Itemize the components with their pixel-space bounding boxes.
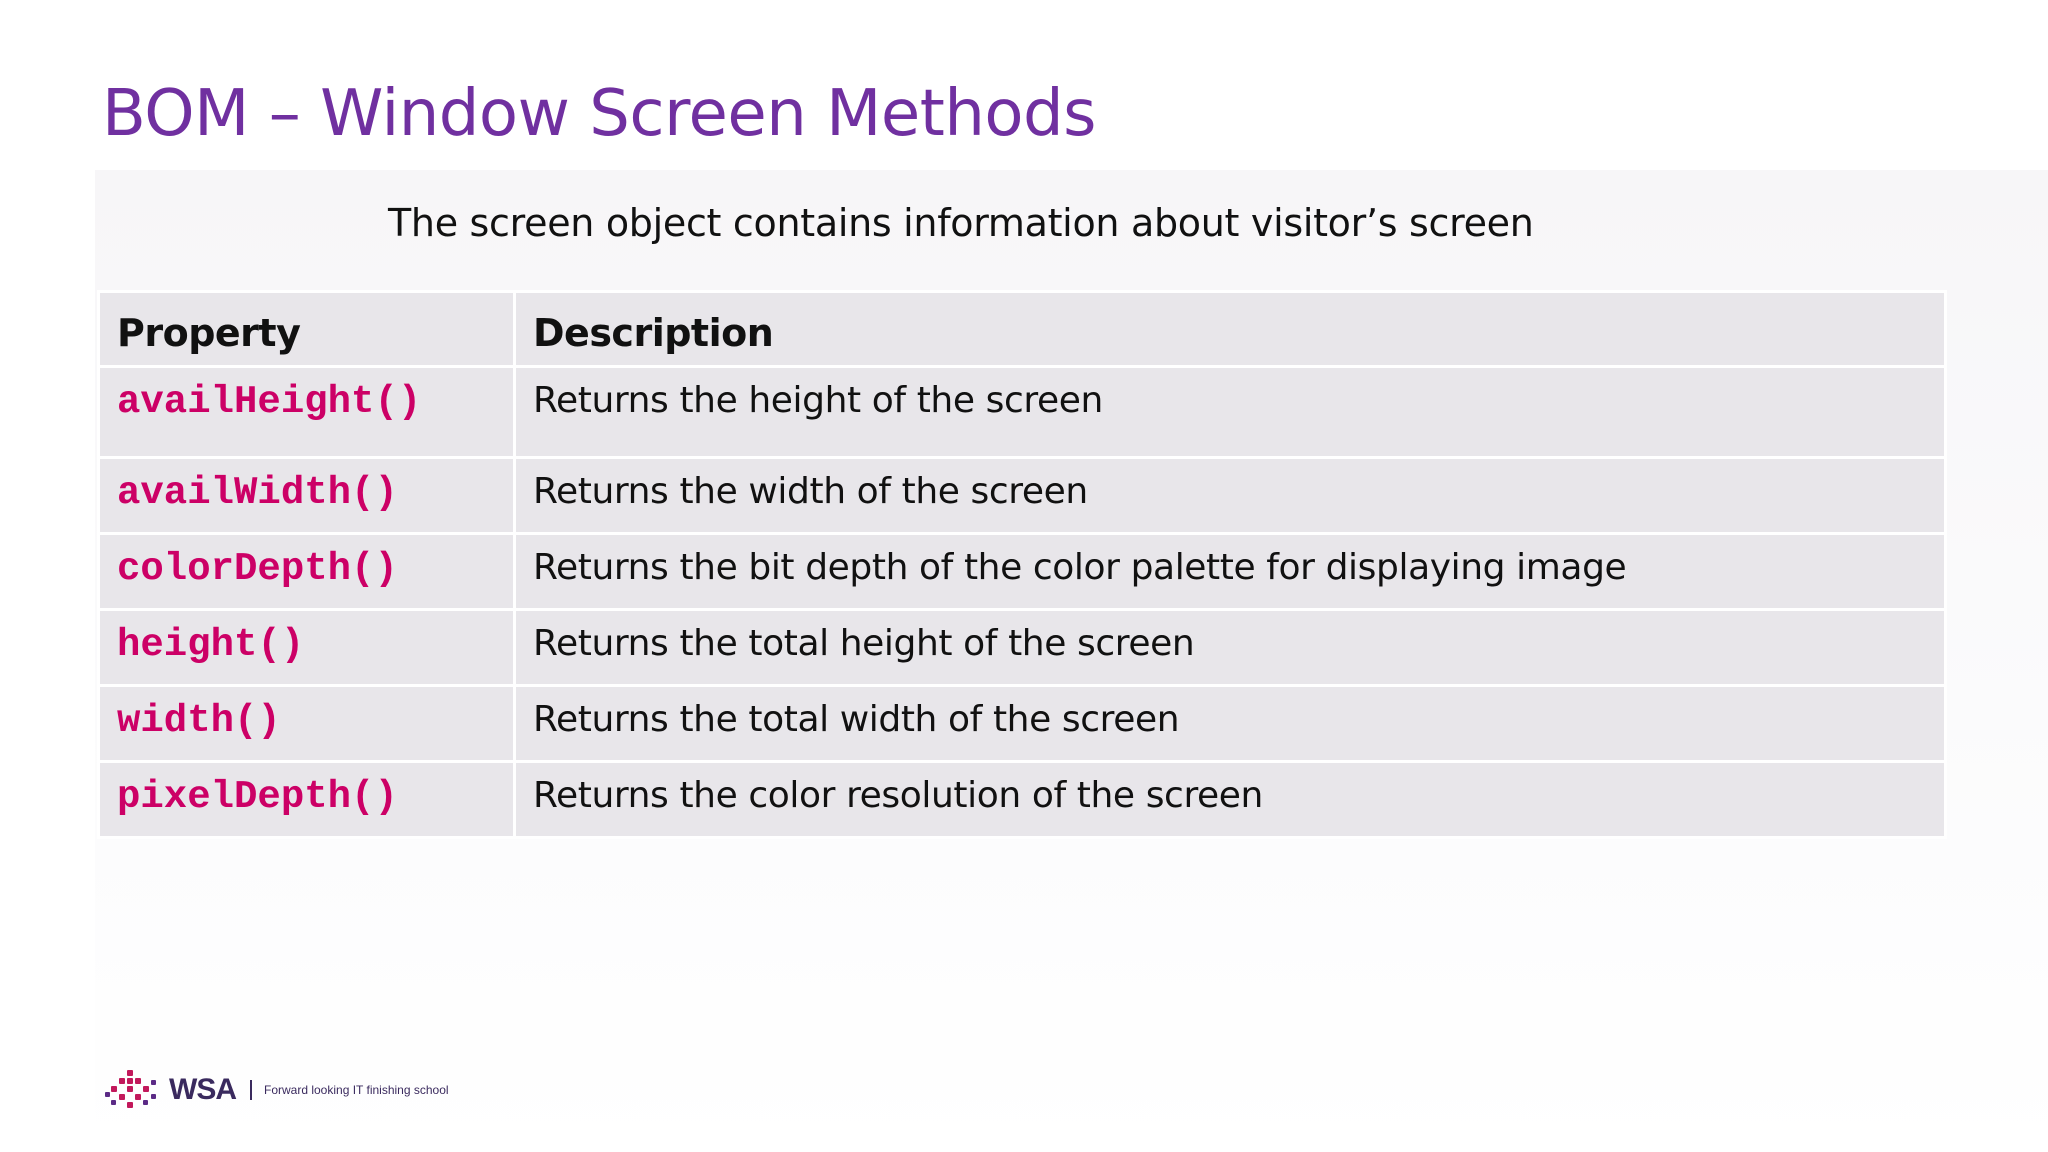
property-cell: availWidth() xyxy=(99,458,515,534)
property-cell: height() xyxy=(99,610,515,686)
description-cell: Returns the total height of the screen xyxy=(515,610,1946,686)
table-row xyxy=(99,534,1946,610)
description-cell: Returns the total width of the screen xyxy=(515,686,1946,762)
property-cell: colorDepth() xyxy=(99,534,515,610)
table-row xyxy=(99,686,1946,762)
property-cell: pixelDepth() xyxy=(99,762,515,838)
slide-subtitle: The screen object contains information about visitor’s screen xyxy=(388,201,1534,245)
description-cell: Returns the color resolution of the screen xyxy=(515,762,1946,838)
table-header-row xyxy=(99,292,1946,367)
slide-title: BOM – Window Screen Methods xyxy=(102,77,1096,151)
description-cell: Returns the width of the screen xyxy=(515,458,1946,534)
table-row xyxy=(99,458,1946,534)
property-cell: availHeight() xyxy=(99,367,515,458)
logo-text: WSA xyxy=(169,1073,236,1106)
logo-separator xyxy=(250,1080,252,1100)
logo-dots-icon xyxy=(105,1068,161,1112)
logo-tagline: Forward looking IT finishing school xyxy=(264,1083,449,1097)
header-description: Description xyxy=(515,292,1946,367)
table-row xyxy=(99,762,1946,838)
header-property: Property xyxy=(99,292,515,367)
screen-properties-table xyxy=(97,290,1947,839)
description-cell: Returns the bit depth of the color palette for displaying image xyxy=(515,534,1946,610)
table-row xyxy=(99,610,1946,686)
wsa-logo xyxy=(105,1068,449,1112)
description-cell: Returns the height of the screen xyxy=(515,367,1946,458)
table-row xyxy=(99,367,1946,458)
property-cell: width() xyxy=(99,686,515,762)
